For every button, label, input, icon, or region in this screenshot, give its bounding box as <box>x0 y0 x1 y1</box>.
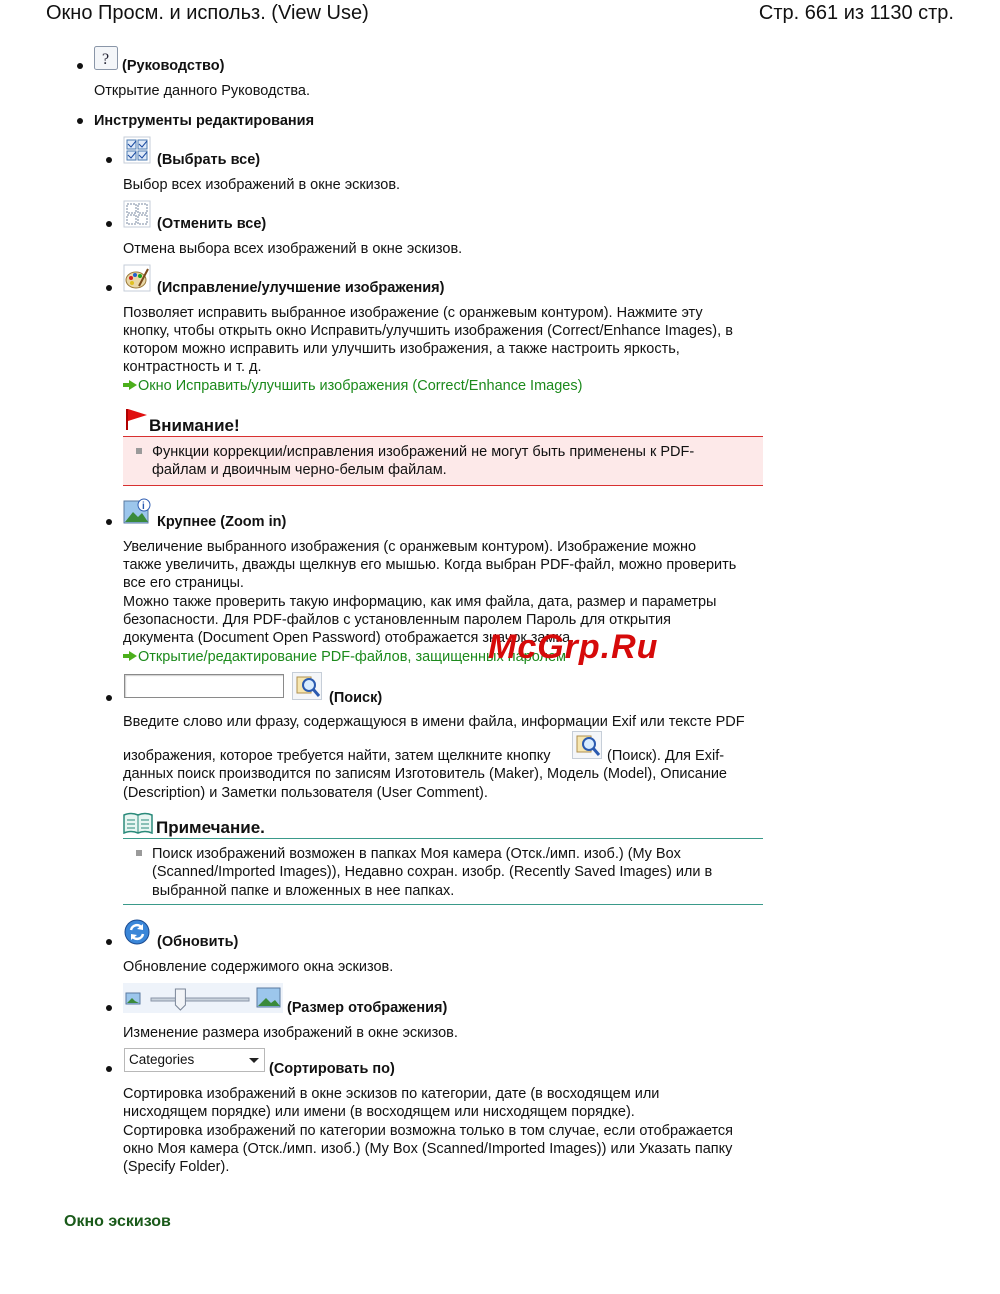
red-flag-icon <box>125 407 149 436</box>
select-all-label: (Выбрать все) <box>157 152 261 168</box>
correct-desc-line-1: Позволяет исправить выбранное изображение (с оранжевым контуром). Нажмите эту <box>123 305 703 321</box>
attention-line-1: Функции коррекции/исправления изображений не могут быть применены к PDF- <box>152 444 695 460</box>
sort-desc-line-4: окно Моя камера (Отск./имп. изоб.) (My Box (Scanned/Imported Images)) или Указать папку <box>123 1141 733 1157</box>
correct-enhance-link[interactable] <box>123 377 582 395</box>
refresh-icon[interactable] <box>123 918 151 951</box>
bullet <box>106 695 112 701</box>
refresh-label: (Обновить) <box>157 934 239 950</box>
zoom-desc-line-6: документа (Document Open Password) отображается значок замка. <box>123 630 575 646</box>
watermark-logo: McGrp.Ru <box>488 628 659 666</box>
chevron-down-icon[interactable] <box>249 1058 259 1063</box>
search-icon[interactable] <box>292 672 322 705</box>
sort-desc-line-5: (Specify Folder). <box>123 1159 230 1175</box>
bullet <box>106 285 112 291</box>
slider-track <box>151 998 249 1001</box>
zoom-desc-line-3: все его страницы. <box>123 575 244 591</box>
bullet <box>106 1066 112 1072</box>
edit-tools-heading: Инструменты редактирования <box>94 113 315 129</box>
note-book-icon <box>123 812 153 839</box>
correct-enhance-link-text[interactable]: Окно Исправить/улучшить изображения (Correct/Enhance Images) <box>138 378 583 394</box>
zoom-desc-line-5: безопасности. Для PDF-файлов с установленным паролем Пароль для открытия <box>123 612 671 628</box>
note-line-3: выбранной папке и вложенных в нее папках. <box>152 883 455 899</box>
search-icon <box>572 731 602 764</box>
search-desc-line-3: данных поиск производится по записям Изготовитель (Maker), Модель (Model), Описание <box>123 766 728 782</box>
sort-select-value: Categories <box>129 1052 195 1067</box>
zoom-desc-line-1: Увеличение выбранного изображения (с оранжевым контуром). Изображение можно <box>123 539 697 555</box>
zoom-in-icon[interactable] <box>123 498 151 531</box>
refresh-description: Обновление содержимого окна эскизов. <box>123 959 394 975</box>
search-input[interactable] <box>124 674 284 698</box>
question-icon[interactable] <box>94 46 118 75</box>
deselect-all-icon[interactable] <box>123 200 151 233</box>
correct-desc-line-4: контрастность и т. д. <box>123 359 262 375</box>
deselect-all-description: Отмена выбора всех изображений в окне эскизов. <box>123 241 463 257</box>
zoom-desc-line-2: также увеличить, дважды щелкнув его мышью. Когда выбран PDF-файл, можно проверить <box>123 557 737 573</box>
note-line-2: (Scanned/Imported Images)), Недавно сохран. изобр. (Recently Saved Images) или в <box>152 864 713 880</box>
bullet <box>106 939 112 945</box>
guide-label: (Руководство) <box>122 58 225 74</box>
zoom-desc-line-4: Можно также проверить такую информацию, как имя файла, дата, размер и параметры <box>123 594 717 610</box>
search-desc-line-1: Введите слово или фразу, содержащуюся в имени файла, информации Exif или тексте PDF <box>123 714 745 730</box>
slider-thumb[interactable] <box>175 989 185 1010</box>
bullet <box>106 519 112 525</box>
correct-desc-line-3: котором можно исправить или улучшить изображения, а также настроить яркость, <box>123 341 680 357</box>
sort-desc-line-1: Сортировка изображений в окне эскизов по категории, дате (в восходящем или <box>123 1086 660 1102</box>
select-all-description: Выбор всех изображений в окне эскизов. <box>123 177 401 193</box>
search-label: (Поиск) <box>329 690 383 706</box>
sort-select[interactable] <box>124 1048 265 1072</box>
search-desc-line-2a: изображения, которое требуется найти, затем щелкните кнопку <box>123 748 551 764</box>
bullet <box>77 118 83 124</box>
sort-desc-line-3: Сортировка изображений по категории возможна только в том случае, если отображается <box>123 1123 734 1139</box>
svg-text:i: i <box>142 501 145 512</box>
pdf-password-link-text[interactable]: Открытие/редактирование PDF-файлов, защищенных паролем <box>138 649 566 665</box>
note-line-1: Поиск изображений возможен в папках Моя камера (Отск./имп. изоб.) (My Box <box>152 846 681 862</box>
display-size-description: Изменение размера изображений в окне эскизов. <box>123 1025 458 1041</box>
note-top-rule <box>123 838 763 839</box>
deselect-all-label: (Отменить все) <box>157 216 267 232</box>
search-desc-line-2b: (Поиск). Для Exif- <box>607 748 725 764</box>
bullet <box>77 63 83 69</box>
attention-title: Внимание! <box>149 416 240 435</box>
svg-text:?: ? <box>102 51 110 68</box>
section-title: Окно эскизов <box>64 1213 171 1230</box>
search-desc-line-4: (Description) и Заметки пользователя (User Comment). <box>123 785 488 801</box>
sort-desc-line-2: нисходящем порядке) или имени (в восходящем или нисходящем порядке). <box>123 1104 635 1120</box>
sort-label: (Сортировать по) <box>269 1061 395 1077</box>
square-bullet <box>136 448 142 454</box>
note-title: Примечание. <box>156 818 265 837</box>
palette-icon[interactable] <box>123 264 151 297</box>
display-size-slider[interactable] <box>123 983 283 1013</box>
green-arrow-icon <box>123 651 138 661</box>
bullet <box>106 157 112 163</box>
square-bullet <box>136 850 142 856</box>
attention-line-2: файлам и двоичным черно-белым файлам. <box>152 462 447 478</box>
bullet <box>106 221 112 227</box>
zoom-label: Крупнее (Zoom in) <box>157 514 287 530</box>
page-number: Стр. 661 из 1130 стр. <box>758 2 954 24</box>
correct-label: (Исправление/улучшение изображения) <box>157 280 445 296</box>
note-bottom-rule <box>123 904 763 905</box>
bullet <box>106 1005 112 1011</box>
page-header-title: Окно Просм. и использ. (View Use) <box>46 2 369 24</box>
correct-desc-line-2: кнопку, чтобы открыть окно Исправить/улучшить изображения (Correct/Enhance Images), в <box>123 323 733 339</box>
guide-description: Открытие данного Руководства. <box>94 83 311 99</box>
select-all-icon[interactable] <box>123 136 151 169</box>
display-size-label: (Размер отображения) <box>287 1000 448 1016</box>
green-arrow-icon <box>123 380 138 390</box>
